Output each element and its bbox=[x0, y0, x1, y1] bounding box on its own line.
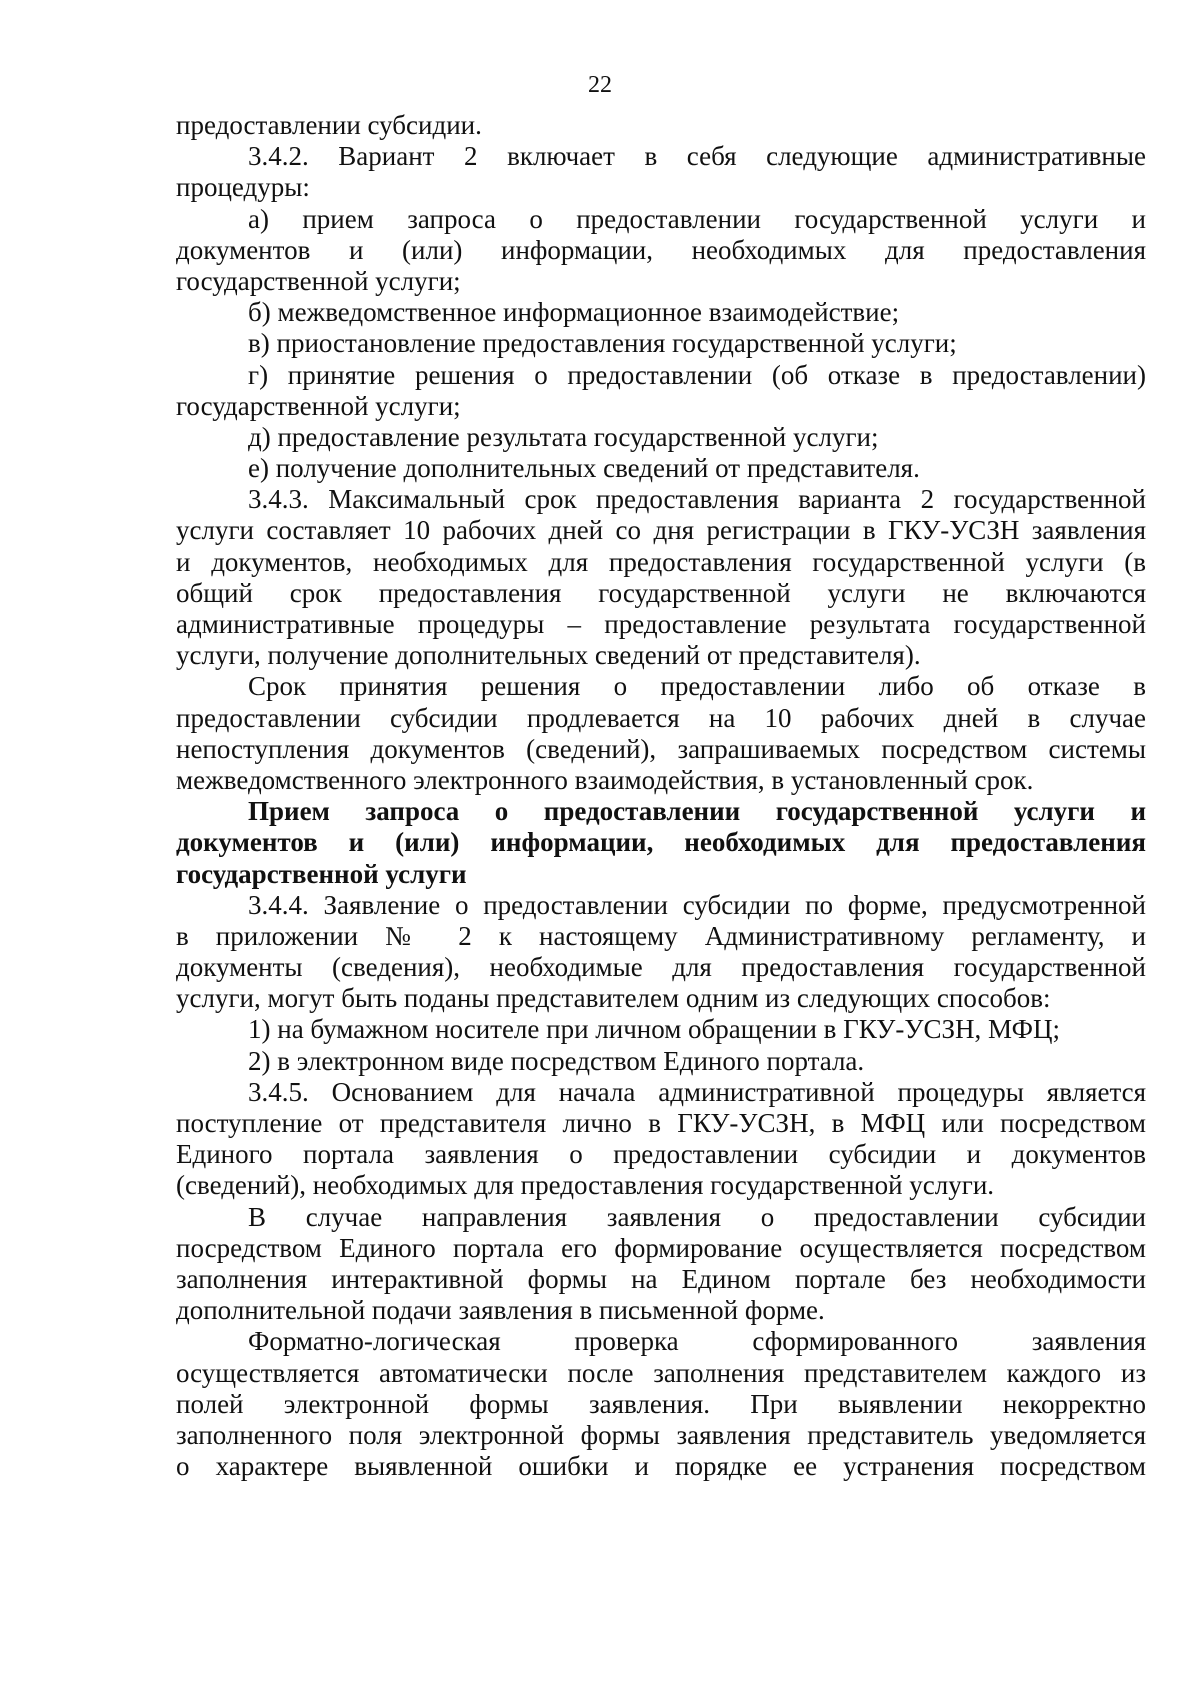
text-line: в) приостановление предоставления государственной услуги; bbox=[248, 328, 957, 359]
text-line: административные процедуры – предоставление результата государственной bbox=[176, 609, 1146, 639]
text-line: Срок принятия решения о предоставлении либо об отказе в bbox=[248, 671, 1146, 702]
text-line: осуществляется автоматически после заполнения представителем каждого из bbox=[176, 1357, 1146, 1388]
text-line: е) получение дополнительных сведений от представителя. bbox=[248, 453, 920, 484]
text-line: межведомственного электронного взаимодействия, в установленный срок. bbox=[176, 764, 1034, 795]
text-line: предоставлении субсидии продлевается на 10 рабочих дней в случае bbox=[176, 702, 1146, 733]
text-line: полей электронной формы заявления. При выявлении некорректно bbox=[176, 1388, 1146, 1419]
text-line: поступление от представителя лично в ГКУ-УСЗН, в МФЦ или посредством bbox=[176, 1108, 1146, 1138]
text-line: 3.4.5. Основанием для начала административной процедуры является bbox=[248, 1076, 1146, 1107]
text-line: государственной услуги; bbox=[176, 390, 461, 421]
document-body bbox=[176, 110, 1146, 1482]
section-heading-line: Прием запроса о предоставлении государственной услуги и bbox=[248, 796, 1146, 827]
section-heading-line: документов и (или) информации, необходимых для предоставления bbox=[176, 827, 1146, 858]
text-line: заполнения интерактивной формы на Едином портале без необходимости bbox=[176, 1263, 1146, 1294]
section-heading-line: государственной услуги bbox=[176, 858, 467, 889]
text-line: 3.4.3. Максимальный срок предоставления варианта 2 государственной bbox=[248, 484, 1146, 515]
text-line: государственной услуги; bbox=[176, 265, 461, 296]
text-line: 3.4.2. Вариант 2 включает в себя следующие административные bbox=[248, 141, 1146, 172]
text-line: В случае направления заявления о предоставлении субсидии bbox=[248, 1201, 1146, 1232]
text-line: услуги, могут быть поданы представителем одним из следующих способов: bbox=[176, 983, 1051, 1014]
text-line: дополнительной подачи заявления в письменной форме. bbox=[176, 1295, 825, 1326]
text-line: Форматно-логическая проверка сформированного заявления bbox=[248, 1326, 1146, 1357]
text-line: посредством Единого портала его формирование осуществляется посредством bbox=[176, 1232, 1146, 1263]
text-line: б) межведомственное информационное взаимодействие; bbox=[248, 297, 900, 328]
text-line: в приложении № 2 к настоящему Административному регламенту, и bbox=[176, 920, 1146, 951]
text-line: документов и (или) информации, необходимых для предоставления bbox=[176, 234, 1146, 265]
text-line: а) прием запроса о предоставлении государственной услуги и bbox=[248, 203, 1146, 234]
text-line: д) предоставление результата государственной услуги; bbox=[248, 421, 879, 452]
text-line: о характере выявленной ошибки и порядке ее устранения посредством bbox=[176, 1451, 1146, 1482]
text-line: 2) в электронном виде посредством Единого портала. bbox=[248, 1045, 865, 1076]
text-line: предоставлении субсидии. bbox=[176, 110, 482, 140]
text-line: и документов, необходимых для предоставления государственной услуги (в bbox=[176, 546, 1146, 577]
text-line: непоступления документов (сведений), запрашиваемых посредством системы bbox=[176, 733, 1146, 764]
text-line: услуги, получение дополнительных сведений от представителя). bbox=[176, 640, 921, 671]
text-line: процедуры: bbox=[176, 172, 310, 203]
text-line: 3.4.4. Заявление о предоставлении субсидии по форме, предусмотренной bbox=[248, 889, 1146, 920]
text-line: заполненного поля электронной формы заявления представитель уведомляется bbox=[176, 1419, 1146, 1450]
text-line: г) принятие решения о предоставлении (об отказе в предоставлении) bbox=[248, 359, 1146, 390]
page-number: 22 bbox=[588, 72, 612, 98]
text-line: 1) на бумажном носителе при личном обращении в ГКУ-УСЗН, МФЦ; bbox=[248, 1014, 1060, 1045]
text-line: общий срок предоставления государственной услуги не включаются bbox=[176, 577, 1146, 608]
text-line: услуги составляет 10 рабочих дней со дня регистрации в ГКУ-УСЗН заявления bbox=[176, 515, 1146, 546]
text-line: (сведений), необходимых для предоставления государственной услуги. bbox=[176, 1170, 995, 1201]
text-line: документы (сведения), необходимые для предоставления государственной bbox=[176, 952, 1146, 983]
text-line: Единого портала заявления о предоставлении субсидии и документов bbox=[176, 1139, 1146, 1170]
